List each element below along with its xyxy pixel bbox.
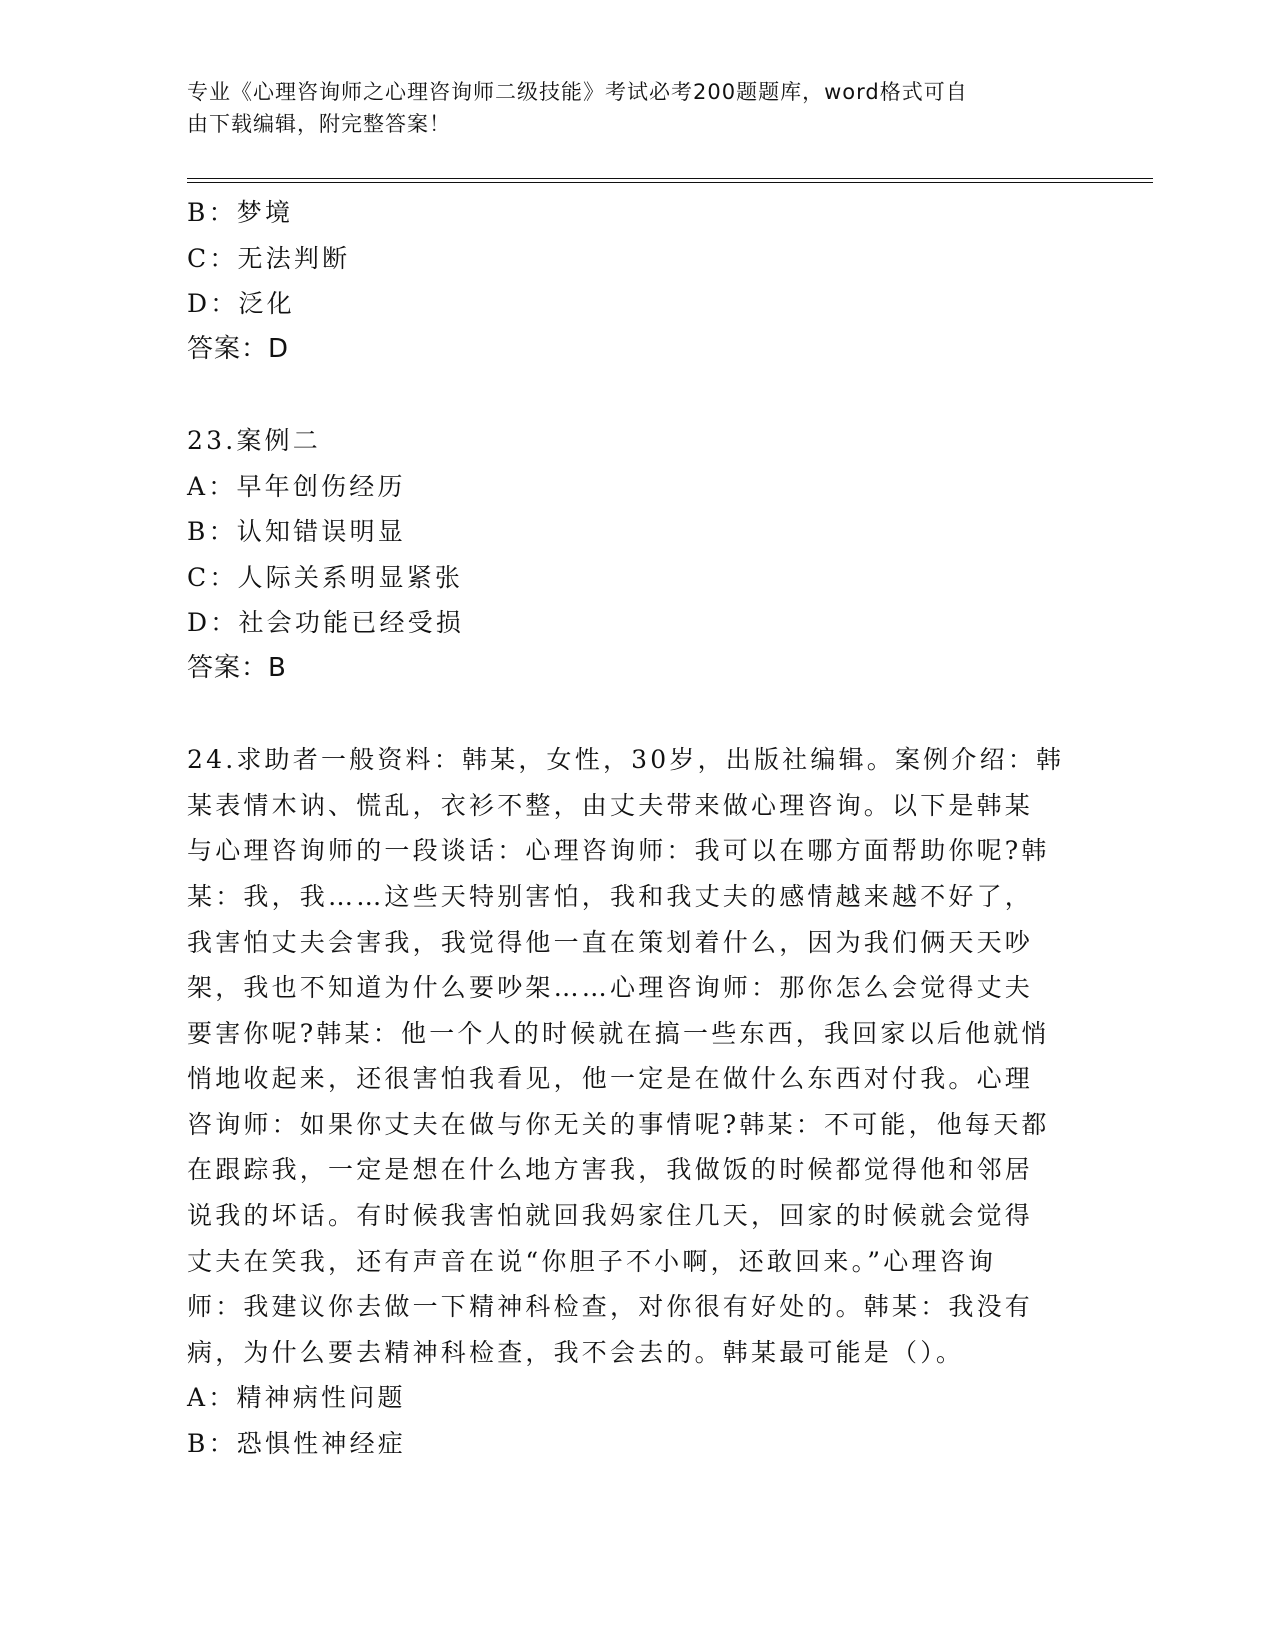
question-22-option-c: C：无法判断 (187, 243, 351, 273)
spacer (187, 692, 1087, 738)
question-23-answer: 答案：B (187, 652, 287, 683)
header-line-2: 由下载编辑，附完整答案！ (187, 112, 451, 136)
question-23-title: 23.案例二 (187, 425, 321, 455)
question-24-line: 丈夫在笑我，还有声音在说“你胆子不小啊，还敢回来。”心理咨询 (187, 1246, 997, 1276)
header-rule-top (187, 178, 1153, 179)
question-24-line: 咨询师：如果你丈夫在做与你无关的事情呢?韩某：不可能，他每天都 (187, 1109, 1050, 1139)
document-body (187, 190, 1087, 1467)
question-22-option-d: D：泛化 (187, 289, 295, 319)
question-24-line: 悄地收起来，还很害怕我看见，他一定是在做什么东西对付我。心理 (187, 1064, 1034, 1094)
question-24-line: 师：我建议你去做一下精神科检查，对你很有好处的。韩某：我没有 (187, 1292, 1034, 1322)
question-24-option-b: B：恐惧性神经症 (187, 1429, 406, 1459)
question-23-option-a: A：早年创伤经历 (187, 471, 406, 501)
question-23-option-b: B：认知错误明显 (187, 517, 406, 547)
question-24-line: 某表情木讷、慌乱，衣衫不整，由丈夫带来做心理咨询。以下是韩某 (187, 790, 1034, 820)
question-24-line: 24.求助者一般资料：韩某，女性，30岁，出版社编辑。案例介绍：韩 (187, 745, 1065, 775)
spacer (187, 372, 1087, 418)
question-24-line: 某：我，我……这些天特别害怕，我和我丈夫的感情越来越不好了， (187, 881, 1034, 911)
question-24-line: 说我的坏话。有时候我害怕就回我妈家住几天，回家的时候就会觉得 (187, 1201, 1034, 1231)
question-23-option-d: D：社会功能已经受损 (187, 608, 465, 638)
question-24-option-a: A：精神病性问题 (187, 1383, 406, 1413)
header-line-1: 专业《心理咨询师之心理咨询师二级技能》考试必考200题题库，word格式可自 (187, 80, 968, 104)
question-22-block (187, 190, 1087, 372)
question-24-block (187, 737, 1087, 1467)
question-22-option-b: B：梦境 (187, 198, 294, 227)
question-24-text (187, 737, 1087, 1375)
question-22-answer: 答案：D (187, 333, 290, 364)
question-23-option-c: C：人际关系明显紧张 (187, 562, 464, 592)
question-23-block (187, 418, 1087, 692)
header-rule-bottom (187, 182, 1153, 183)
question-24-line: 病，为什么要去精神科检查，我不会去的。韩某最可能是（）。 (187, 1337, 965, 1367)
question-24-line: 在跟踪我，一定是想在什么地方害我，我做饭的时候都觉得他和邻居 (187, 1155, 1034, 1185)
question-24-line: 我害怕丈夫会害我，我觉得他一直在策划着什么，因为我们俩天天吵 (187, 927, 1034, 957)
question-24-line: 与心理咨询师的一段谈话：心理咨询师：我可以在哪方面帮助你呢?韩 (187, 836, 1050, 866)
question-24-line: 要害你呢?韩某：他一个人的时候就在搞一些东西，我回家以后他就悄 (187, 1018, 1050, 1048)
question-24-line: 架，我也不知道为什么要吵架……心理咨询师：那你怎么会觉得丈夫 (187, 973, 1034, 1003)
document-header (187, 76, 1067, 140)
